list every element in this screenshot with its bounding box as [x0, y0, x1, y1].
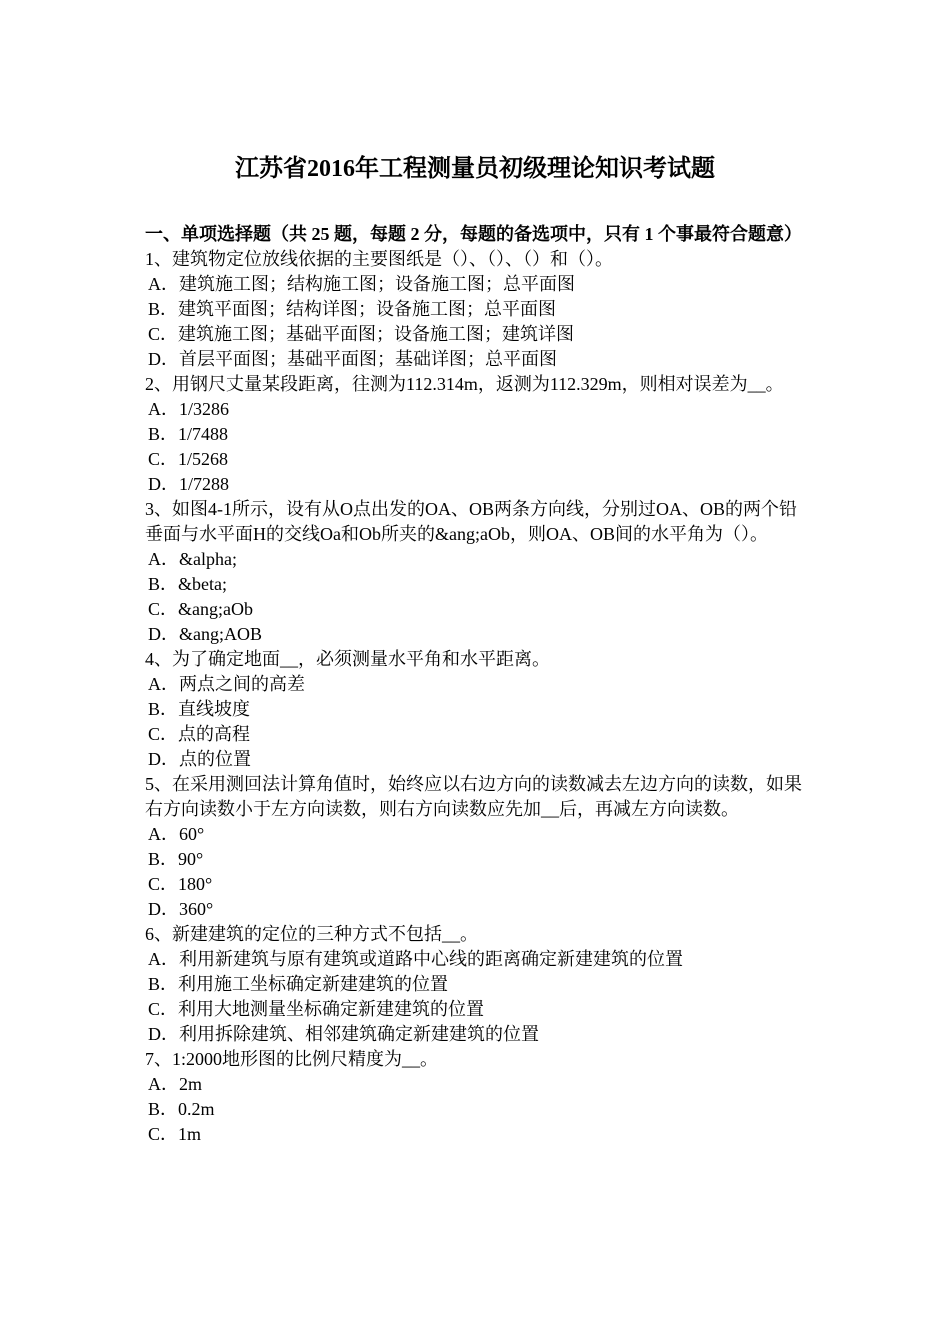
option-item: B．建筑平面图；结构详图；设备施工图；总平面图: [148, 299, 557, 319]
question-stem: 5、在采用测回法计算角值时，始终应以右边方向的读数减去左边方向的读数，如果右方向读数小于左方向读数，则右方向读数应先加__后，再减左方向读数。: [145, 774, 802, 819]
question-stem: 7、1:2000地形图的比例尺精度为__。: [145, 1049, 438, 1069]
option-item: D．360°: [148, 899, 214, 919]
option-item: A．两点之间的高差: [148, 674, 305, 694]
option-item: B．90°: [148, 849, 204, 869]
question-stem: 6、新建建筑的定位的三种方式不包括__。: [145, 924, 478, 944]
option-item: A．2m: [148, 1074, 202, 1094]
option-item: C．180°: [148, 874, 213, 894]
option-item: A．建筑施工图；结构施工图；设备施工图；总平面图: [148, 274, 575, 294]
option-item: A．60°: [148, 824, 205, 844]
option-item: B．&beta;: [148, 574, 227, 594]
page-title: 江苏省2016年工程测量员初级理论知识考试题: [235, 156, 715, 182]
option-item: B．0.2m: [148, 1099, 215, 1119]
option-item: D．首层平面图；基础平面图；基础详图；总平面图: [148, 349, 557, 369]
option-item: A．&alpha;: [148, 549, 237, 569]
option-item: C．利用大地测量坐标确定新建建筑的位置: [148, 999, 485, 1019]
option-item: C．点的高程: [148, 724, 251, 744]
question-stem: 4、为了确定地面__，必须测量水平角和水平距离。: [145, 649, 550, 669]
question-stem: 2、用钢尺丈量某段距离，往测为112.314m，返测为112.329m，则相对误差为__。: [145, 374, 784, 394]
option-item: C．&ang;aOb: [148, 599, 253, 619]
option-item: D．1/7288: [148, 474, 229, 494]
option-item: B．1/7488: [148, 424, 229, 444]
section-heading: 一、单项选择题（共 25 题，每题 2 分，每题的备选项中，只有 1 个事最符合题意）: [145, 224, 802, 244]
option-item: C．1m: [148, 1124, 202, 1144]
option-item: A．1/3286: [148, 399, 229, 419]
question-stem: 3、如图4-1所示，设有从O点出发的OA、OB两条方向线，分别过OA、OB的两个铅垂面与水平面H的交线Oa和Ob所夹的&ang;aOb，则OA、OB间的水平角为（）。: [145, 499, 797, 544]
exam-content: [145, 222, 810, 1147]
option-item: C．建筑施工图；基础平面图；设备施工图；建筑详图: [148, 324, 575, 344]
option-item: C．1/5268: [148, 449, 229, 469]
option-item: A．利用新建筑与原有建筑或道路中心线的距离确定新建建筑的位置: [148, 949, 683, 969]
option-item: D．点的位置: [148, 749, 251, 769]
option-item: B．利用施工坐标确定新建建筑的位置: [148, 974, 449, 994]
option-item: B．直线坡度: [148, 699, 251, 719]
question-stem: 1、建筑物定位放线依据的主要图纸是（）、（）、（）和（）。: [145, 249, 613, 269]
option-item: D．利用拆除建筑、相邻建筑确定新建建筑的位置: [148, 1024, 539, 1044]
option-item: D．&ang;AOB: [148, 624, 262, 644]
